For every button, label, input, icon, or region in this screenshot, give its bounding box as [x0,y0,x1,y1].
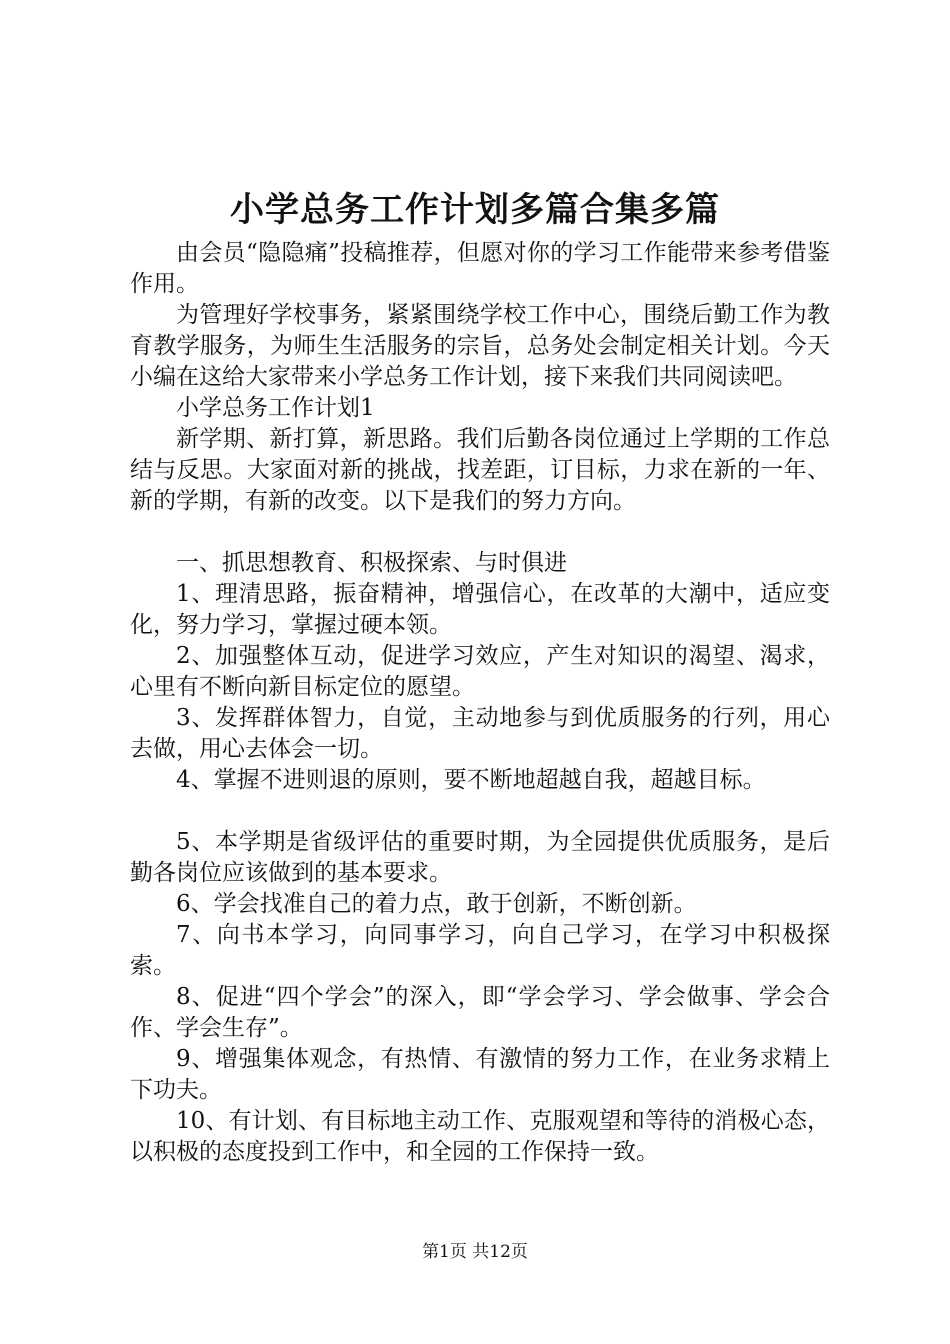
list-item-2: 2、加强整体互动，促进学习效应，产生对知识的渴望、渴求，心里有不断向新目标定位的愿望。 [130,643,830,700]
section-heading-1: 一、抓思想教育、积极探索、与时俱进 [176,550,567,576]
paragraph-purpose: 为管理好学校事务，紧紧围绕学校工作中心，围绕后勤工作为教育教学服务，为师生生活服务的宗旨，总务处会制定相关计划。今天小编在这给大家带来小学总务工作计划，接下来我们共同阅读吧。 [130,302,830,390]
section-heading-plan-1: 小学总务工作计划1 [176,395,375,421]
list-item-10: 10、有计划、有目标地主动工作、克服观望和等待的消极心态，以积极的态度投到工作中，和全园的工作保持一致。 [130,1108,830,1165]
list-item-4: 4、掌握不进则退的原则，要不断地超越自我，超越目标。 [176,767,766,793]
page-number: 第1页 共12页 [422,1242,528,1262]
paragraph-intro: 由会员“隐隐痛”投稿推荐，但愿对你的学习工作能带来参考借鉴作用。 [130,240,830,297]
list-item-9: 9、增强集体观念，有热情、有激情的努力工作，在业务求精上下功夫。 [130,1046,830,1103]
list-item-3: 3、发挥群体智力，自觉，主动地参与到优质服务的行列，用心去做，用心去体会一切。 [130,705,830,762]
list-item-8: 8、促进“四个学会”的深入，即“学会学习、学会做事、学会合作、学会生存”。 [130,984,830,1041]
document-body [130,238,830,1168]
document-title: 小学总务工作计划多篇合集多篇 [230,190,720,230]
list-item-5: 5、本学期是省级评估的重要时期，为全园提供优质服务，是后勤各岗位应该做到的基本要求。 [130,829,830,886]
spacer [130,517,830,548]
paragraph-new-semester: 新学期、新打算，新思路。我们后勤各岗位通过上学期的工作总结与反思。大家面对新的挑战，找差距，订目标，力求在新的一年、新的学期，有新的改变。以下是我们的努力方向。 [130,426,830,514]
list-item-1: 1、理清思路，振奋精神，增强信心，在改革的大潮中，适应变化，努力学习，掌握过硬本领。 [130,581,830,638]
list-item-7: 7、向书本学习，向同事学习，向自己学习，在学习中积极探索。 [130,922,830,979]
list-item-6: 6、学会找准自己的着力点，敢于创新，不断创新。 [176,891,697,917]
spacer [130,796,830,827]
